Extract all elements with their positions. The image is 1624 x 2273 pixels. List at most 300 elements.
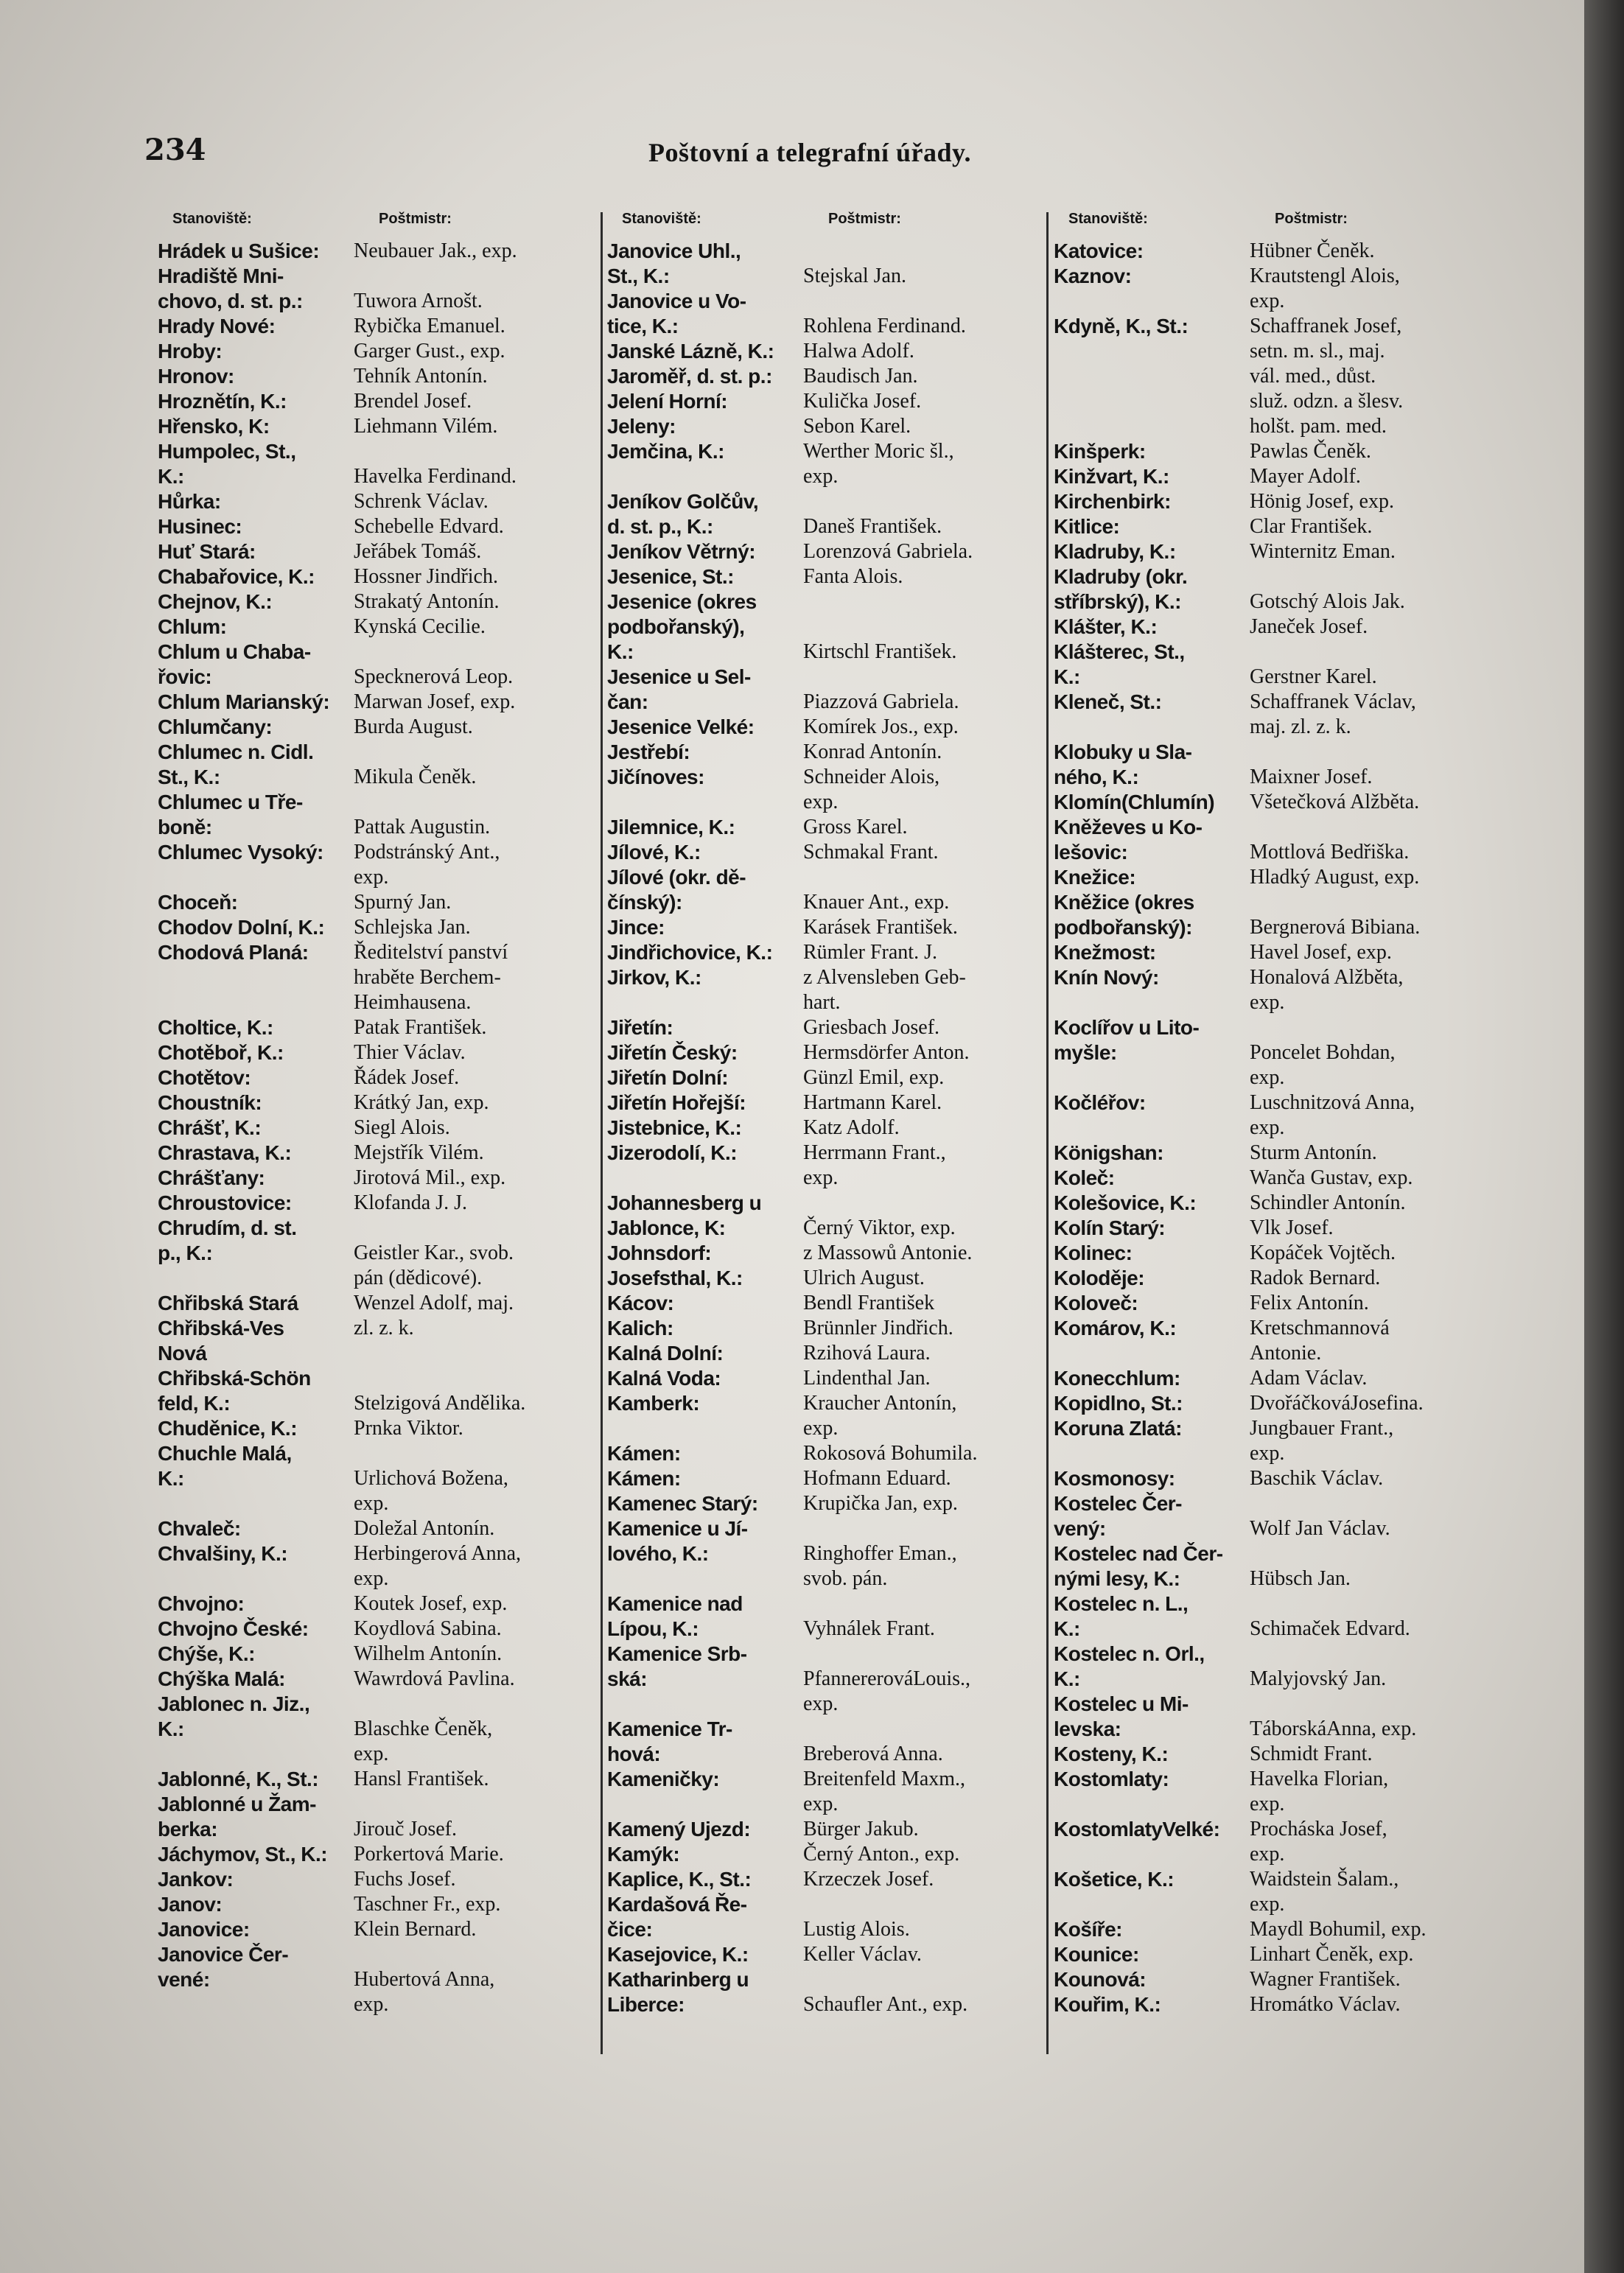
directory-entry xyxy=(1054,264,1511,289)
station-name: Chvaleč: xyxy=(158,1517,241,1540)
header-postmaster: Poštmistr: xyxy=(379,211,452,227)
postmaster-name: Procháska Josef, xyxy=(1250,1818,1387,1841)
directory-entry xyxy=(1054,339,1511,364)
directory-entry xyxy=(607,1917,1049,1942)
directory-entry xyxy=(158,1591,600,1617)
postmaster-name: Herrmann Frant., xyxy=(803,1141,946,1164)
station-name: Jindřichovice, K.: xyxy=(607,941,773,964)
station-name: Jablonné u Žam- xyxy=(158,1793,316,1815)
directory-entry xyxy=(158,1717,600,1742)
directory-entry xyxy=(607,640,1049,665)
station-name: Kostelec Čer- xyxy=(1054,1492,1183,1515)
postmaster-name: Günzl Emil, exp. xyxy=(803,1066,945,1089)
station-name: Hroby: xyxy=(158,340,223,363)
directory-entry xyxy=(1054,614,1511,640)
page-header xyxy=(144,133,1603,184)
directory-entry xyxy=(158,1767,600,1792)
directory-entry xyxy=(1054,1166,1511,1191)
station-name: Chabařovice, K.: xyxy=(158,565,315,588)
directory-entry xyxy=(1054,940,1511,965)
directory-entry xyxy=(158,314,600,339)
directory-entry xyxy=(158,715,600,740)
station-name: Koclířov u Lito- xyxy=(1054,1016,1200,1039)
station-name: Kámen: xyxy=(607,1442,681,1465)
postmaster-name: Garger Gust., exp. xyxy=(354,340,505,363)
postmaster-name: exp. xyxy=(1250,1066,1285,1089)
postmaster-name: Sebon Karel. xyxy=(803,415,911,438)
station-name: KostomlatyVelké: xyxy=(1054,1818,1220,1841)
postmaster-name: Kopáček Vojtěch. xyxy=(1250,1241,1396,1264)
postmaster-name: Klein Bernard. xyxy=(354,1918,477,1941)
postmaster-name: holšt. pam. med. xyxy=(1250,415,1387,438)
directory-entry xyxy=(607,815,1049,840)
directory-entry xyxy=(607,1667,1049,1692)
postmaster-name: exp. xyxy=(354,1743,389,1765)
station-name: Kostelec n. L., xyxy=(1054,1592,1189,1615)
postmaster-name: Jeřábek Tomáš. xyxy=(354,540,482,563)
directory-entry xyxy=(158,1992,600,2017)
station-name: Jestřebí: xyxy=(607,740,690,763)
directory-entry xyxy=(607,1241,1049,1266)
postmaster-name: hraběte Berchem- xyxy=(354,966,501,989)
directory-entry xyxy=(158,1166,600,1191)
station-name: Chvalšiny, K.: xyxy=(158,1542,288,1565)
station-name: Chýše, K.: xyxy=(158,1642,255,1665)
directory-entry xyxy=(607,1316,1049,1341)
station-name: Johannesberg u xyxy=(607,1191,762,1214)
postmaster-name: Hofmann Eduard. xyxy=(803,1467,951,1490)
directory-entry xyxy=(158,389,600,414)
postmaster-name: Janeček Josef. xyxy=(1250,615,1368,638)
postmaster-name: Maydl Bohumil, exp. xyxy=(1250,1918,1427,1941)
directory-entry xyxy=(607,489,1049,514)
station-name: hová: xyxy=(607,1743,661,1765)
postmaster-name: Schmakal Frant. xyxy=(803,841,939,864)
station-name: Jiřetín Český: xyxy=(607,1041,738,1064)
directory-entry xyxy=(607,840,1049,865)
postmaster-name: Werther Moric šl., xyxy=(803,440,954,463)
directory-entry xyxy=(1054,665,1511,690)
directory-entry xyxy=(1054,1065,1511,1090)
directory-entry xyxy=(158,1040,600,1065)
station-name: Kasejovice, K.: xyxy=(607,1943,749,1966)
postmaster-name: Rzihová Laura. xyxy=(803,1342,931,1365)
directory-entry xyxy=(1054,1466,1511,1491)
directory-entry xyxy=(158,264,600,289)
station-name: Chřibská Stará xyxy=(158,1292,298,1314)
directory-entry xyxy=(158,1917,600,1942)
directory-entry xyxy=(1054,715,1511,740)
directory-entry xyxy=(1054,1742,1511,1767)
station-name: lešovic: xyxy=(1054,841,1128,864)
directory-entry xyxy=(607,715,1049,740)
postmaster-name: exp. xyxy=(803,1417,839,1440)
directory-entry xyxy=(158,1065,600,1090)
directory-entry xyxy=(1054,1516,1511,1541)
postmaster-name: Jirotová Mil., exp. xyxy=(354,1166,506,1189)
directory-entry xyxy=(1054,389,1511,414)
station-name: Chvojno České: xyxy=(158,1617,309,1640)
directory-entry xyxy=(158,640,600,665)
column-separator xyxy=(601,212,603,2054)
station-name: Chřibská-Schön xyxy=(158,1367,311,1390)
station-name: nými lesy, K.: xyxy=(1054,1567,1180,1590)
station-name: Hrádek u Sušice: xyxy=(158,239,320,262)
station-name: Janovice u Vo- xyxy=(607,290,746,312)
station-name: Klomín(Chlumín) xyxy=(1054,791,1215,813)
postmaster-name: Mikula Čeněk. xyxy=(354,766,477,788)
station-name: Kámen: xyxy=(607,1467,681,1490)
station-name: Kosmonosy: xyxy=(1054,1467,1175,1490)
directory-entry xyxy=(607,1992,1049,2017)
postmaster-name: Doležal Antonín. xyxy=(354,1517,495,1540)
postmaster-name: exp. xyxy=(1250,1116,1285,1139)
station-name: Jesenice u Sel- xyxy=(607,665,751,688)
postmaster-name: Havelka Florian, xyxy=(1250,1768,1389,1790)
directory-entry xyxy=(158,1015,600,1040)
directory-entry xyxy=(607,1817,1049,1842)
postmaster-name: Knauer Ant., exp. xyxy=(803,891,950,914)
station-name: Knežmost: xyxy=(1054,941,1156,964)
station-name: Chotětov: xyxy=(158,1066,251,1089)
directory-entry xyxy=(607,740,1049,765)
header-place: Stanoviště: xyxy=(622,211,701,227)
directory-entry xyxy=(158,965,600,990)
station-name: Kamenice nad xyxy=(607,1592,743,1615)
postmaster-name: Fanta Alois. xyxy=(803,565,903,588)
postmaster-name: Řádek Josef. xyxy=(354,1066,460,1089)
directory-entry xyxy=(158,815,600,840)
directory-entry xyxy=(158,1466,600,1491)
station-name: Kamenec Starý: xyxy=(607,1492,758,1515)
postmaster-name: Specknerová Leop. xyxy=(354,665,514,688)
directory-entry xyxy=(607,414,1049,439)
postmaster-name: vál. med., důst. xyxy=(1250,365,1376,388)
station-name: Kočléřov: xyxy=(1054,1091,1146,1114)
directory-entry xyxy=(607,1717,1049,1742)
header-place: Stanoviště: xyxy=(172,211,252,227)
postmaster-name: Daneš František. xyxy=(803,515,942,538)
directory-entry xyxy=(607,865,1049,890)
directory-entry xyxy=(607,1892,1049,1917)
station-name: Jiřetín Dolní: xyxy=(607,1066,729,1089)
directory-entry xyxy=(158,239,600,264)
directory-entry xyxy=(158,1817,600,1842)
postmaster-name: Winternitz Eman. xyxy=(1250,540,1396,563)
postmaster-name: Radok Bernard. xyxy=(1250,1267,1381,1289)
postmaster-name: Neubauer Jak., exp. xyxy=(354,239,517,262)
station-name: Hůrka: xyxy=(158,490,221,513)
directory-entry xyxy=(1054,589,1511,614)
postmaster-name: Lindenthal Jan. xyxy=(803,1367,931,1390)
directory-entry xyxy=(607,1090,1049,1116)
postmaster-name: Karásek František. xyxy=(803,916,958,939)
directory-entry xyxy=(607,1566,1049,1591)
postmaster-name: Spurný Jan. xyxy=(354,891,452,914)
postmaster-name: Hubertová Anna, xyxy=(354,1968,495,1991)
directory-entry xyxy=(158,1191,600,1216)
postmaster-name: Schrenk Václav. xyxy=(354,490,489,513)
directory-entry xyxy=(607,965,1049,990)
column-header xyxy=(158,206,600,239)
station-name: St., K.: xyxy=(158,766,220,788)
station-name: Chlum Marianský: xyxy=(158,690,330,713)
station-name: myšle: xyxy=(1054,1041,1117,1064)
postmaster-name: svob. pán. xyxy=(803,1567,888,1590)
postmaster-name: Hönig Josef, exp. xyxy=(1250,490,1394,513)
directory-entry xyxy=(158,915,600,940)
station-name: Chřibská-Ves xyxy=(158,1317,284,1339)
postmaster-name: exp. xyxy=(803,1166,839,1189)
postmaster-name: Hladký August, exp. xyxy=(1250,866,1420,889)
directory-entry xyxy=(607,1842,1049,1867)
station-name: Jistebnice, K.: xyxy=(607,1116,742,1139)
page-title: Poštovní a telegrafní úřady. xyxy=(648,138,971,167)
postmaster-name: Schaffranek Josef, xyxy=(1250,315,1402,337)
postmaster-name: Havel Josef, exp. xyxy=(1250,941,1392,964)
station-name: Jilemnice, K.: xyxy=(607,816,735,838)
postmaster-name: exp. xyxy=(354,1492,389,1515)
postmaster-name: Koutek Josef, exp. xyxy=(354,1592,508,1615)
directory-column-2 xyxy=(607,206,1049,2017)
postmaster-name: Hossner Jindřich. xyxy=(354,565,498,588)
postmaster-name: Siegl Alois. xyxy=(354,1116,450,1139)
directory-entry xyxy=(1054,1667,1511,1692)
directory-entry xyxy=(158,1942,600,1967)
station-name: Chrášťany: xyxy=(158,1166,265,1189)
postmaster-name: Thier Václav. xyxy=(354,1041,466,1064)
station-name: Koloděje: xyxy=(1054,1267,1145,1289)
directory-entry xyxy=(158,1116,600,1141)
station-name: Jesenice Velké: xyxy=(607,715,755,738)
postmaster-name: Schaufler Ant., exp. xyxy=(803,1993,968,2016)
directory-entry xyxy=(158,1617,600,1642)
station-name: čan: xyxy=(607,690,648,713)
postmaster-name: Piazzová Gabriela. xyxy=(803,690,959,713)
postmaster-name: Konrad Antonín. xyxy=(803,740,942,763)
directory-entry xyxy=(607,1466,1049,1491)
station-name: Kostelec u Mi- xyxy=(1054,1692,1189,1715)
station-name: Kamenice Tr- xyxy=(607,1717,732,1740)
postmaster-name: exp. xyxy=(354,1993,389,2016)
postmaster-name: Maixner Josef. xyxy=(1250,766,1373,788)
station-name: Choustník: xyxy=(158,1091,262,1114)
directory-entry xyxy=(158,564,600,589)
station-name: Chvojno: xyxy=(158,1592,245,1615)
station-name: Königshan: xyxy=(1054,1141,1163,1164)
postmaster-name: Vyhnálek Frant. xyxy=(803,1617,935,1640)
station-name: Hronov: xyxy=(158,365,234,388)
postmaster-name: Wilhelm Antonín. xyxy=(354,1642,503,1665)
directory-entry xyxy=(607,1366,1049,1391)
postmaster-name: Schimaček Edvard. xyxy=(1250,1617,1410,1640)
directory-entry xyxy=(1054,464,1511,489)
directory-entry xyxy=(607,1867,1049,1892)
station-name: St., K.: xyxy=(607,265,670,287)
postmaster-name: Rokosová Bohumila. xyxy=(803,1442,978,1465)
directory-entry xyxy=(607,539,1049,564)
station-name: Kopidlno, St.: xyxy=(1054,1392,1183,1415)
postmaster-name: exp. xyxy=(1250,1843,1285,1866)
station-name: Jáchymov, St., K.: xyxy=(158,1843,328,1866)
station-name: d. st. p., K.: xyxy=(607,515,713,538)
directory-entry xyxy=(1054,965,1511,990)
directory-entry xyxy=(1054,1116,1511,1141)
directory-entry xyxy=(1054,239,1511,264)
station-name: stříbrský), K.: xyxy=(1054,590,1181,613)
station-name: Chodov Dolní, K.: xyxy=(158,916,325,939)
directory-entry xyxy=(1054,1366,1511,1391)
directory-entry xyxy=(158,990,600,1015)
postmaster-name: Rümler Frant. J. xyxy=(803,941,937,964)
station-name: Jablonce, K: xyxy=(607,1216,726,1239)
station-name: Jirkov, K.: xyxy=(607,966,701,989)
station-name: K.: xyxy=(158,465,184,488)
postmaster-name: Blaschke Čeněk, xyxy=(354,1717,493,1740)
postmaster-name: Podstránský Ant., xyxy=(354,841,500,864)
postmaster-name: Felix Antonín. xyxy=(1250,1292,1369,1314)
directory-entry xyxy=(1054,765,1511,790)
directory-entry xyxy=(1054,1266,1511,1291)
station-name: Konecchlum: xyxy=(1054,1367,1180,1390)
directory-entry xyxy=(607,1416,1049,1441)
station-name: Kněžice (okres xyxy=(1054,891,1194,914)
directory-entry xyxy=(158,614,600,640)
postmaster-name: Vlk Josef. xyxy=(1250,1216,1334,1239)
postmaster-name: Rybička Emanuel. xyxy=(354,315,505,337)
directory-entry xyxy=(607,990,1049,1015)
directory-entry xyxy=(1054,1992,1511,2017)
station-name: Kosteny, K.: xyxy=(1054,1743,1169,1765)
directory-entry xyxy=(607,1591,1049,1617)
postmaster-name: exp. xyxy=(803,1692,839,1715)
directory-entry xyxy=(158,1241,600,1266)
postmaster-name: Herbingerová Anna, xyxy=(354,1542,522,1565)
station-name: Hřensko, K: xyxy=(158,415,270,438)
postmaster-name: Schaffranek Václav, xyxy=(1250,690,1416,713)
directory-entry xyxy=(607,1642,1049,1667)
directory-entry xyxy=(158,1090,600,1116)
directory-entry xyxy=(1054,1717,1511,1742)
station-name: Komárov, K.: xyxy=(1054,1317,1177,1339)
station-name: čínský): xyxy=(607,891,682,914)
directory-entry xyxy=(1054,1090,1511,1116)
directory-entry xyxy=(1054,790,1511,815)
postmaster-name: Ředitelství panství xyxy=(354,941,508,964)
station-name: Katharinberg u xyxy=(607,1968,749,1991)
postmaster-name: Kynská Cecilie. xyxy=(354,615,486,638)
directory-entry xyxy=(158,1967,600,1992)
station-name: Choltice, K.: xyxy=(158,1016,273,1039)
postmaster-name: Poncelet Bohdan, xyxy=(1250,1041,1396,1064)
directory-entry xyxy=(158,1291,600,1316)
directory-entry xyxy=(607,264,1049,289)
directory-entry xyxy=(1054,1617,1511,1642)
station-name: feld, K.: xyxy=(158,1392,231,1415)
directory-entry xyxy=(607,1692,1049,1717)
directory-entry xyxy=(607,364,1049,389)
directory-entry xyxy=(158,1491,600,1516)
station-name: Nová xyxy=(158,1342,207,1365)
station-name: ská: xyxy=(607,1667,648,1690)
station-name: Klobuky u Sla- xyxy=(1054,740,1192,763)
postmaster-name: Tehník Antonín. xyxy=(354,365,488,388)
postmaster-name: Kirtschl František. xyxy=(803,640,957,663)
postmaster-name: Breberová Anna. xyxy=(803,1743,943,1765)
postmaster-name: Schlejska Jan. xyxy=(354,916,471,939)
station-name: p., K.: xyxy=(158,1241,213,1264)
directory-entry xyxy=(158,1341,600,1366)
station-name: Kladruby, K.: xyxy=(1054,540,1176,563)
station-name: Jizerodolí, K.: xyxy=(607,1141,738,1164)
directory-entry xyxy=(158,940,600,965)
postmaster-name: Breitenfeld Maxm., xyxy=(803,1768,966,1790)
directory-entry xyxy=(1054,740,1511,765)
postmaster-name: Baudisch Jan. xyxy=(803,365,918,388)
postmaster-name: Geistler Kar., svob. xyxy=(354,1241,514,1264)
station-name: Liberce: xyxy=(607,1993,685,2016)
station-name: Josefsthal, K.: xyxy=(607,1267,743,1289)
directory-entry xyxy=(607,564,1049,589)
directory-entry xyxy=(1054,1015,1511,1040)
directory-entry xyxy=(158,414,600,439)
directory-entry xyxy=(1054,1842,1511,1867)
directory-entry xyxy=(607,339,1049,364)
header-postmaster: Poštmistr: xyxy=(828,211,901,227)
directory-entry xyxy=(158,1867,600,1892)
directory-entry xyxy=(158,1416,600,1441)
postmaster-name: Wenzel Adolf, maj. xyxy=(354,1292,514,1314)
directory-entry xyxy=(607,1116,1049,1141)
directory-entry xyxy=(607,915,1049,940)
postmaster-name: Keller Václav. xyxy=(803,1943,922,1966)
postmaster-name: Mayer Adolf. xyxy=(1250,465,1361,488)
station-name: Koruna Zlatá: xyxy=(1054,1417,1182,1440)
postmaster-name: TáborskáAnna, exp. xyxy=(1250,1717,1417,1740)
station-name: K.: xyxy=(1054,665,1080,688)
directory-entry xyxy=(158,1667,600,1692)
station-name: Kamenice Srb- xyxy=(607,1642,747,1665)
postmaster-name: Bergnerová Bibiana. xyxy=(1250,916,1421,939)
station-name: Jelení Horní: xyxy=(607,390,728,413)
directory-entry xyxy=(1054,1391,1511,1416)
directory-entry xyxy=(1054,539,1511,564)
directory-entry xyxy=(1054,489,1511,514)
postmaster-name: Bürger Jakub. xyxy=(803,1818,919,1841)
station-name: Kolešovice, K.: xyxy=(1054,1191,1197,1214)
directory-entry xyxy=(158,539,600,564)
directory-entry xyxy=(607,289,1049,314)
station-name: Katovice: xyxy=(1054,239,1144,262)
directory-entry xyxy=(158,1742,600,1767)
directory-entry xyxy=(158,1892,600,1917)
directory-entry xyxy=(607,765,1049,790)
station-name: Kamený Ujezd: xyxy=(607,1818,751,1841)
directory-entry xyxy=(607,1166,1049,1191)
directory-entry xyxy=(607,690,1049,715)
station-name: boně: xyxy=(158,816,212,838)
directory-entry xyxy=(607,314,1049,339)
station-name: Chodová Planá: xyxy=(158,941,309,964)
postmaster-name: DvořáčkováJosefina. xyxy=(1250,1392,1424,1415)
station-name: Koloveč: xyxy=(1054,1292,1138,1314)
station-name: tice, K.: xyxy=(607,315,679,337)
directory-entry xyxy=(1054,890,1511,915)
postmaster-name: Jungbauer Frant., xyxy=(1250,1417,1394,1440)
postmaster-name: Krzeczek Josef. xyxy=(803,1868,934,1891)
postmaster-name: Havelka Ferdinand. xyxy=(354,465,517,488)
station-name: Kinžvart, K.: xyxy=(1054,465,1169,488)
